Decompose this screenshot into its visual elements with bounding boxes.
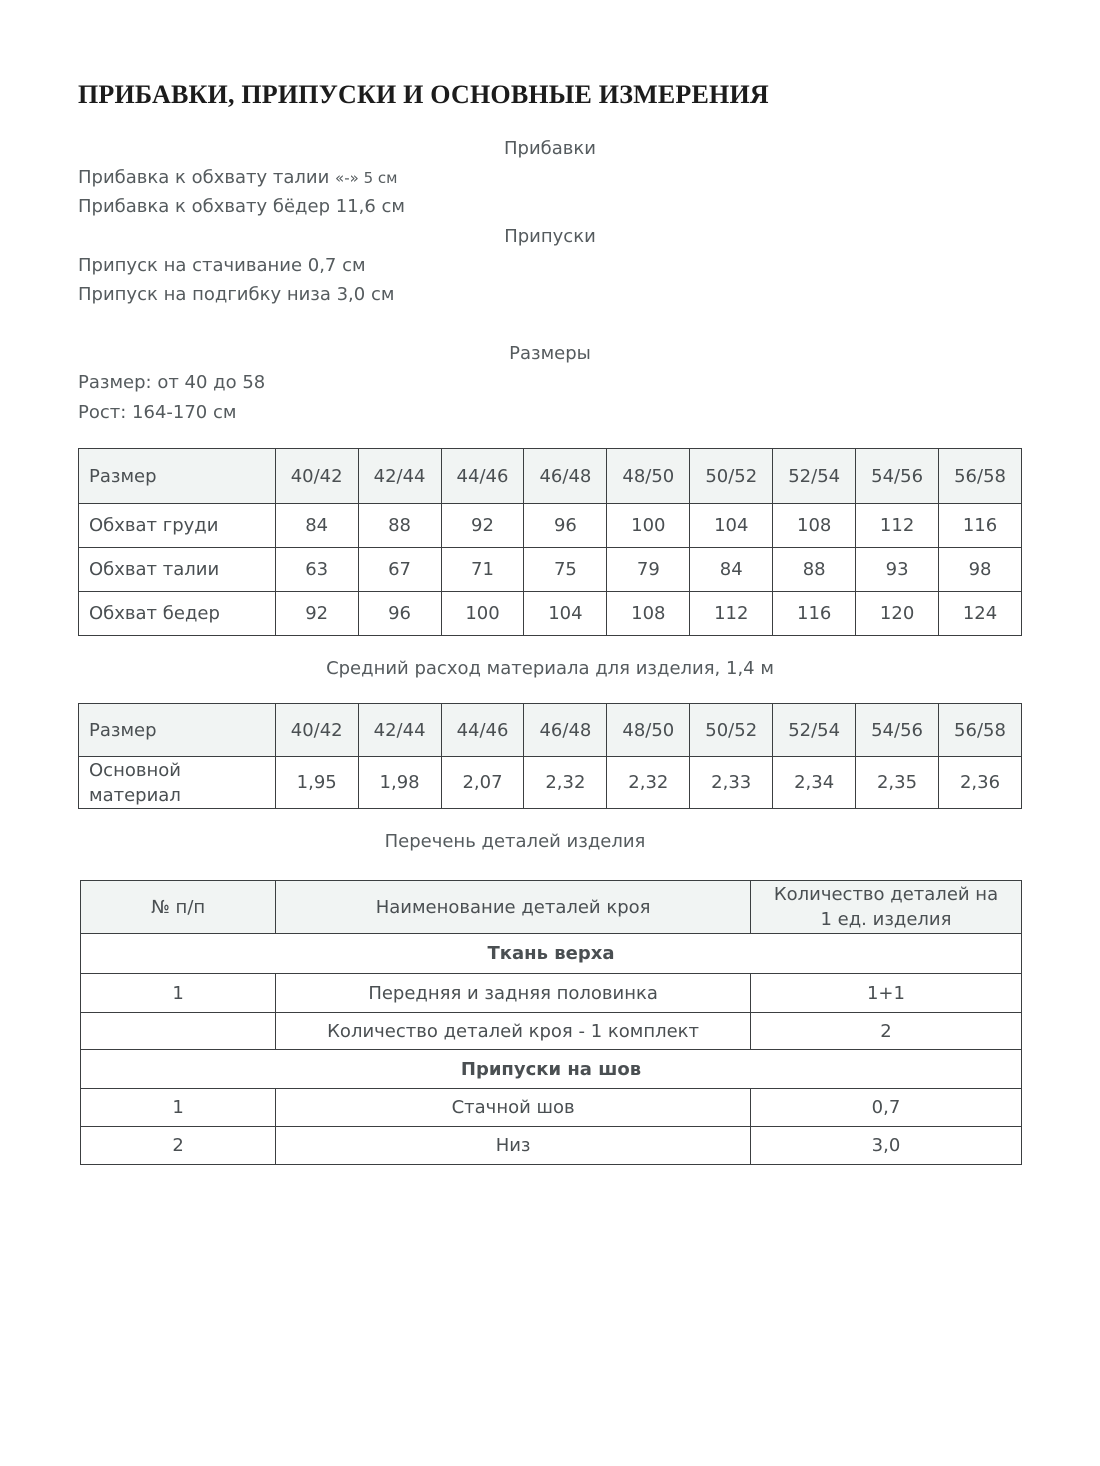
seam-allowances-heading: Припуски (504, 226, 596, 247)
header-cell: 42/44 (358, 449, 441, 504)
header-cell: 42/44 (358, 704, 441, 757)
table-cell: 116 (939, 504, 1022, 548)
table-cell: 1+1 (750, 974, 1021, 1013)
table-row (79, 592, 1022, 636)
details-table (80, 880, 1022, 1165)
header-cell: 56/58 (938, 704, 1021, 757)
waist-allowance-text: Прибавка к обхвату талии (78, 167, 330, 188)
section-row (81, 934, 1022, 974)
waist-allowance-line (78, 167, 397, 188)
table-row (79, 504, 1022, 548)
table-cell: 92 (275, 592, 358, 636)
table-cell: 93 (856, 548, 939, 592)
height-line: Рост: 164-170 см (78, 402, 237, 423)
table-row (81, 1013, 1022, 1050)
table-row (79, 757, 1022, 809)
table-cell: 2,33 (690, 757, 773, 809)
table-cell: 112 (690, 592, 773, 636)
header-cell: 46/48 (524, 704, 607, 757)
table-cell: 0,7 (750, 1089, 1021, 1127)
table-header-row (79, 704, 1022, 757)
table-cell: 84 (690, 548, 773, 592)
header-cell: 50/52 (690, 704, 773, 757)
stitching-allowance-line: Припуск на стачивание 0,7 см (78, 255, 366, 276)
consumption-table (78, 703, 1022, 809)
header-cell-name: Наименование деталей кроя (276, 881, 751, 934)
table-cell: 96 (524, 504, 607, 548)
hip-allowance-line: Прибавка к обхвату бёдер 11,6 см (78, 196, 405, 217)
table-cell: 100 (441, 592, 524, 636)
table-cell: 1,95 (275, 757, 358, 809)
table-cell: 108 (773, 504, 856, 548)
table-cell: Стачной шов (276, 1089, 751, 1127)
header-cell: 48/50 (607, 449, 690, 504)
row-label: Обхват талии (79, 548, 276, 592)
table-cell: 108 (607, 592, 690, 636)
table-cell: 98 (939, 548, 1022, 592)
header-cell: 52/54 (773, 449, 856, 504)
waist-allowance-value: «-» 5 см (335, 169, 398, 187)
section-title: Припуски на шов (81, 1050, 1022, 1089)
table-cell: 2 (81, 1127, 276, 1165)
table-cell: 3,0 (750, 1127, 1021, 1165)
table-cell: 67 (358, 548, 441, 592)
table-cell: 120 (856, 592, 939, 636)
table-cell: 92 (441, 504, 524, 548)
size-range-line: Размер: от 40 до 58 (78, 372, 266, 393)
table-cell: 116 (773, 592, 856, 636)
header-cell: 44/46 (441, 704, 524, 757)
header-cell: 46/48 (524, 449, 607, 504)
header-cell: Размер (79, 704, 276, 757)
table-cell: 88 (773, 548, 856, 592)
table-cell: 1,98 (358, 757, 441, 809)
details-heading: Перечень деталей изделия (384, 831, 646, 852)
header-cell: Размер (79, 449, 276, 504)
table-cell: 71 (441, 548, 524, 592)
table-cell: 1 (81, 974, 276, 1013)
table-cell: 2,34 (773, 757, 856, 809)
header-cell: 52/54 (773, 704, 856, 757)
table-cell: 96 (358, 592, 441, 636)
table-cell: 2,07 (441, 757, 524, 809)
row-label: Обхват груди (79, 504, 276, 548)
section-row (81, 1050, 1022, 1089)
table-cell: 2 (750, 1013, 1021, 1050)
allowances-heading: Прибавки (504, 138, 596, 159)
table-row (79, 548, 1022, 592)
table-cell: 112 (856, 504, 939, 548)
table-cell: 104 (690, 504, 773, 548)
section-title: Ткань верха (81, 934, 1022, 974)
header-cell: 48/50 (607, 704, 690, 757)
header-cell: 54/56 (856, 704, 939, 757)
table-cell: 2,32 (524, 757, 607, 809)
header-cell: 56/58 (939, 449, 1022, 504)
table-cell: 63 (275, 548, 358, 592)
consumption-heading: Средний расход материала для изделия, 1,4 м (326, 658, 774, 679)
sizes-heading: Размеры (509, 343, 591, 364)
measurements-table (78, 448, 1022, 636)
header-cell: 54/56 (856, 449, 939, 504)
table-cell: 84 (275, 504, 358, 548)
hem-allowance-line: Припуск на подгибку низа 3,0 см (78, 284, 395, 305)
table-cell: 2,36 (938, 757, 1021, 809)
table-cell: 88 (358, 504, 441, 548)
row-label: Обхват бедер (79, 592, 276, 636)
table-cell: Низ (276, 1127, 751, 1165)
table-header-row (79, 449, 1022, 504)
header-cell: 44/46 (441, 449, 524, 504)
header-cell: 50/52 (690, 449, 773, 504)
table-cell: 75 (524, 548, 607, 592)
header-cell: 40/42 (275, 449, 358, 504)
table-header-row (81, 881, 1022, 934)
table-cell: 104 (524, 592, 607, 636)
header-cell-quantity: Количество деталей на 1 ед. изделия (750, 881, 1021, 934)
row-label: Основной материал (79, 757, 276, 809)
table-cell: 2,35 (856, 757, 939, 809)
table-row (81, 1127, 1022, 1165)
table-row (81, 1089, 1022, 1127)
table-cell: 100 (607, 504, 690, 548)
table-cell: Количество деталей кроя - 1 комплект (276, 1013, 751, 1050)
page-title: ПРИБАВКИ, ПРИПУСКИ И ОСНОВНЫЕ ИЗМЕРЕНИЯ (78, 80, 769, 109)
table-cell: 124 (939, 592, 1022, 636)
table-cell (81, 1013, 276, 1050)
table-cell: 79 (607, 548, 690, 592)
table-row (81, 974, 1022, 1013)
table-cell: 1 (81, 1089, 276, 1127)
table-cell: 2,32 (607, 757, 690, 809)
header-cell-number: № п/п (81, 881, 276, 934)
table-cell: Передняя и задняя половинка (276, 974, 751, 1013)
header-cell: 40/42 (275, 704, 358, 757)
